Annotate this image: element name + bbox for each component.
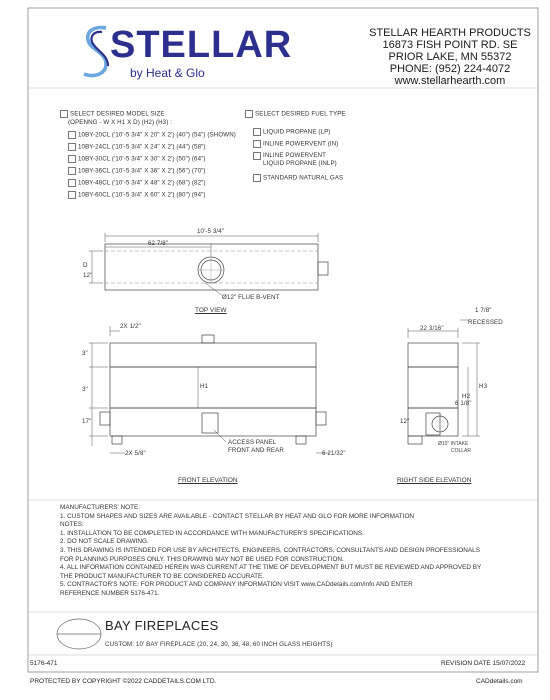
logo-word: STELLAR — [110, 24, 293, 66]
reference-number: 5176-471 — [30, 660, 58, 667]
dim-offset: 62 7/8" — [148, 240, 169, 247]
dim-front-right: 6 21/32" — [322, 450, 346, 457]
dim-depth-value: 12" — [83, 272, 93, 279]
model-option[interactable]: 10BY-48CL ('10'-5 3/4" X 48" X 2') (68") (82") — [68, 179, 236, 191]
dim-h3: H3 — [479, 383, 488, 390]
company-name: STELLAR HEARTH PRODUCTS — [369, 27, 531, 39]
revision-date: REVISION DATE 15/07/2022 — [441, 660, 526, 667]
dim-front-3a: 3" — [82, 350, 88, 357]
note-line: 5. CONTRACTOR'S NOTE: FOR PRODUCT AND COMPANY INFORMATION VISIT www.CADdetails.com/info AND ENTER — [60, 581, 413, 589]
dim-front-top: 2X 1/2" — [120, 323, 141, 330]
access-panel-label-1: ACCESS PANEL — [228, 439, 277, 446]
note-line: REFERENCE NUMBER 5176-471. — [60, 589, 160, 597]
front-elevation — [89, 326, 330, 453]
copyright-notice: PROTECTED BY COPYRIGHT ©2022 CADDETAILS.COM LTD. — [30, 678, 217, 685]
company-address1: 16873 FISH POINT RD. SE — [382, 39, 518, 51]
dim-front-bottom: 2X 5/8" — [125, 450, 146, 457]
model-heading: SELECT DESIRED MODEL SIZE — [60, 110, 165, 118]
note-line: FOR PLANNING PURPOSES ONLY. THIS DRAWING MAY NOT BE USED FOR CONSTRUCTION. — [60, 555, 344, 563]
title-symbol — [55, 617, 103, 651]
note-line: 2. DO NOT SCALE DRAWING. — [60, 538, 149, 546]
company-website[interactable]: www.stellarhearth.com — [394, 75, 506, 87]
flue-label: Ø12" FLUE B-VENT — [222, 294, 280, 301]
model-option[interactable]: 10BY-60CL ('10'-5 3/4" X 60" X 2') (80") (94") — [68, 191, 236, 203]
dim-recess-2: RECESSED — [468, 319, 503, 326]
dim-side-top: 22 3/16" — [420, 325, 444, 332]
top-view-intake — [318, 262, 328, 275]
dim-front-17: 17" — [82, 418, 92, 425]
fuel-option[interactable]: LIQUID PROPANE (LP) — [253, 128, 343, 140]
dim-front-3b: 3" — [82, 386, 88, 393]
model-option[interactable]: 10BY-24CL ('10'-5 3/4" X 24" X 2') (44") (58") — [68, 143, 236, 155]
notes-heading: NOTES: — [60, 521, 84, 529]
intake-label-2: COLLAR — [451, 448, 472, 454]
company-address2: PRIOR LAKE, MN 55372 — [388, 51, 512, 63]
manufacturer-note-heading: MANUFACTURERS' NOTE: — [60, 504, 141, 511]
right-side-elevation — [408, 320, 480, 444]
note-line: 3. THIS DRAWING IS INTENDED FOR USE BY ARCHITECTS, ENGINEERS, CONTRACTORS, CONSULTANTS AND DESIGN PROFESSIONALS — [60, 546, 480, 554]
side-upper-body — [408, 343, 458, 367]
front-upper-body — [110, 343, 316, 367]
note-line: 4. ALL INFORMATION CONTAINED HEREIN WAS CURRENT AT THE TIME OF DEVELOPMENT BUT MUST BE REVIEWED AND APPROVED BY — [60, 564, 482, 572]
dim-side-6: 6 1/8" — [455, 400, 472, 407]
front-elevation-label: FRONT ELEVATION — [178, 477, 238, 484]
dim-depth-label: D — [83, 262, 88, 269]
fuel-heading: SELECT DESIRED FUEL TYPE — [245, 110, 346, 118]
notes-block — [60, 504, 481, 599]
model-option[interactable]: 10BY-36CL ('10'-5 3/4" X 36" X 2') (56") (70") — [68, 167, 236, 179]
dim-overall-width: 10'-5 3/4" — [197, 228, 225, 235]
fuel-option[interactable]: STANDARD NATURAL GAS — [253, 174, 343, 186]
front-flue-collar — [202, 335, 214, 343]
manufacturer-note-line: 1. CUSTOM SHAPES AND SIZES ARE AVAILABLE - CONTACT STELLAR BY HEAT AND GLO FOR MORE INFORMATION — [60, 512, 415, 520]
top-view — [89, 233, 328, 296]
access-panel — [202, 413, 218, 433]
fuel-option[interactable]: INLINE POWERVENT (IN) — [253, 140, 343, 152]
model-option[interactable]: 10BY-30CL ('10'-5 3/4" X 30" X 2') (50") (64") — [68, 155, 236, 167]
caddetails-link[interactable]: CADdetails.com — [476, 678, 523, 685]
top-view-label: TOP VIEW — [195, 307, 227, 314]
note-line: THE PRODUCT MANUFACTURER TO BE CONSIDERED ACCURATE. — [60, 572, 265, 580]
access-panel-label-2: FRONT AND REAR — [228, 447, 284, 454]
dim-side-12: 12" — [400, 418, 410, 425]
logo-tagline: by Heat & Glo — [130, 66, 205, 80]
dim-recess-1: 1 7/8" — [475, 307, 492, 314]
title-subtitle: CUSTOM: 10' BAY FIREPLACE (20, 24, 30, 36, 48, 60 INCH GLASS HEIGHTS) — [105, 641, 333, 648]
model-option[interactable]: 10BY-20CL ('10'-5 3/4" X 20" X 2') (40") (54") (SHOWN) — [68, 131, 236, 143]
model-heading2: (OPENNG - W X H1 X D) (H2) (H3) : — [68, 119, 173, 126]
fuel-option-label: INLINE POWERVENT LIQUID PROPANE (INLP) — [263, 152, 337, 167]
company-phone: PHONE: (952) 224-4072 — [389, 63, 511, 75]
right-side-label: RIGHT SIDE ELEVATION — [397, 477, 472, 484]
dim-h1: H1 — [200, 383, 209, 390]
intake-label-1: Ø10" INTAKE — [438, 441, 469, 447]
note-line: 1. INSTALLATION TO BE COMPLETED IN ACCORDANCE WITH MANUFACTURER'S SPECIFICATIONS. — [60, 529, 364, 537]
title-main: BAY FIREPLACES — [105, 618, 219, 633]
dim-h2: H2 — [462, 393, 471, 400]
